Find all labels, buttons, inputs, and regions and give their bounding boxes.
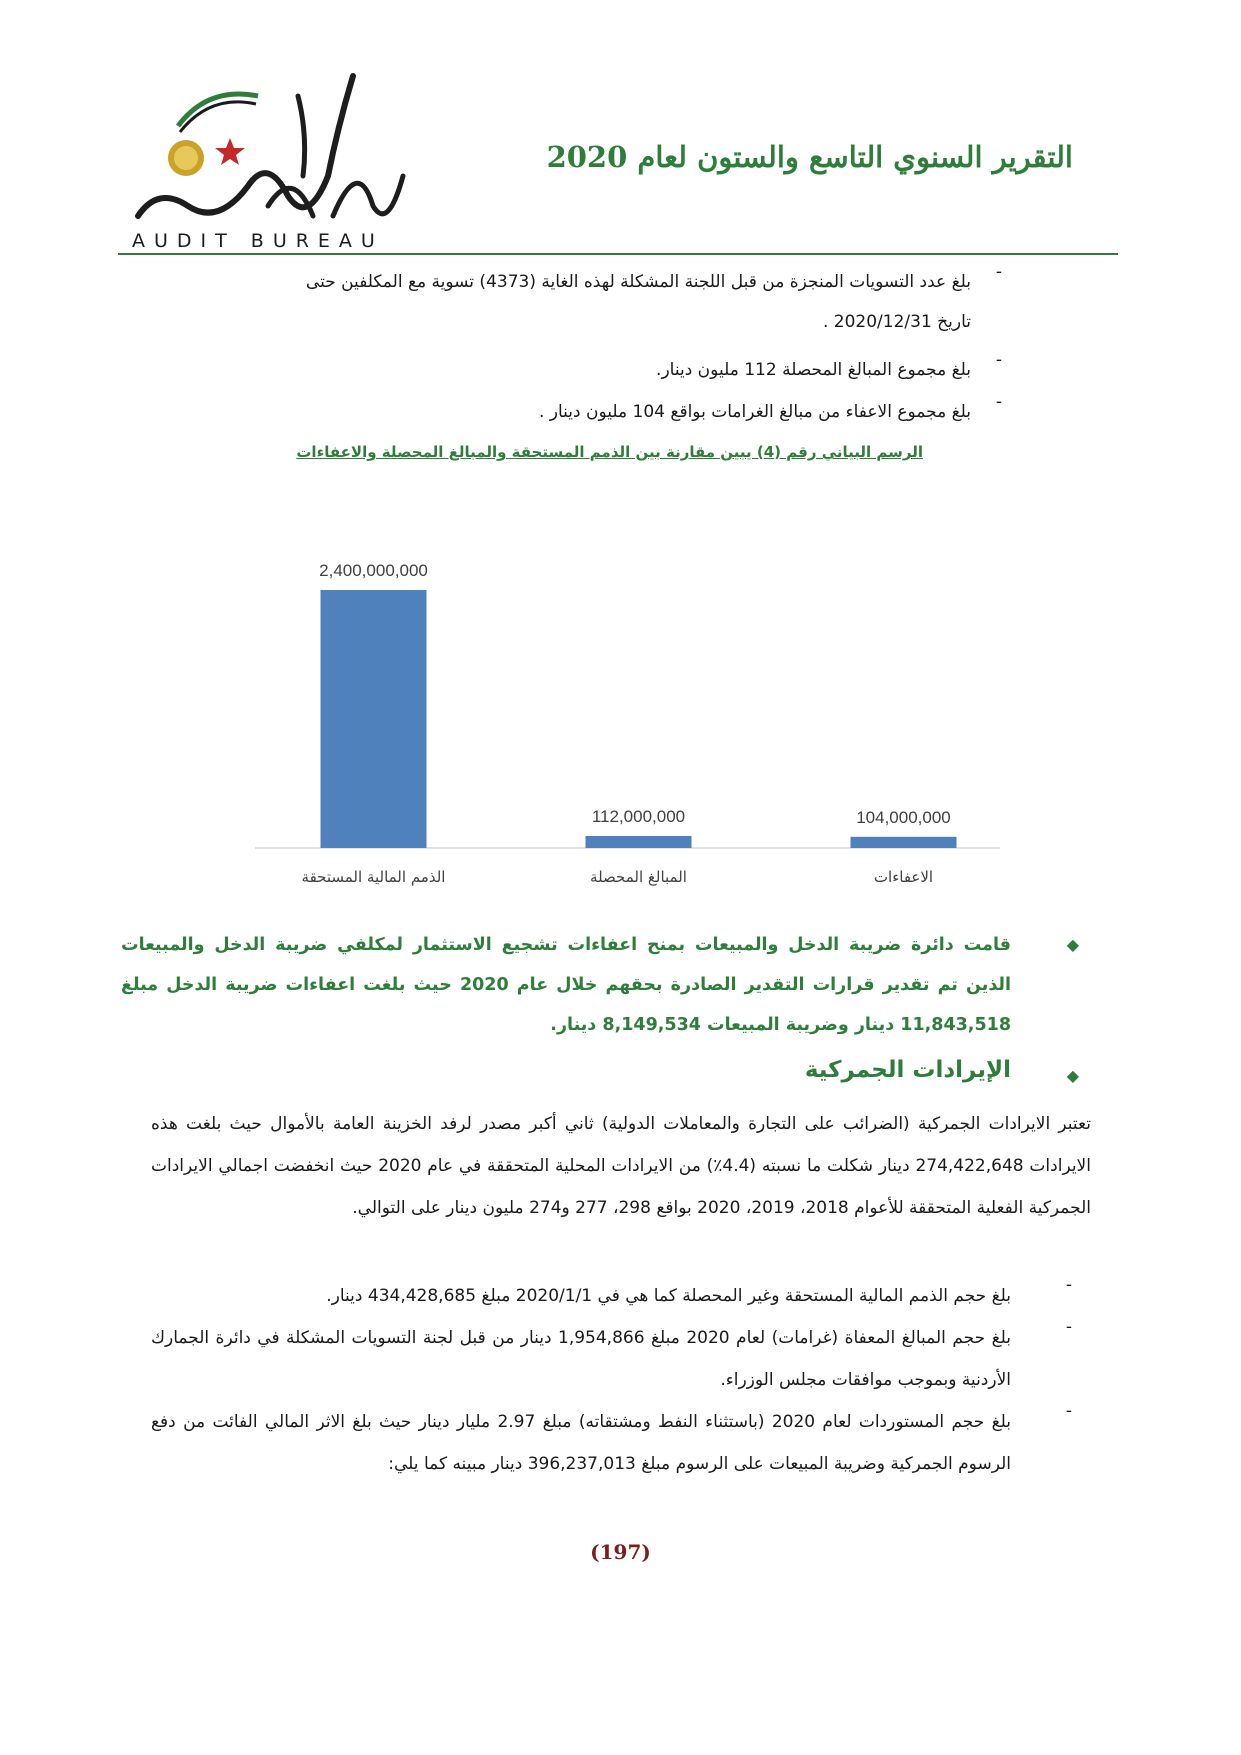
chart-value-label: 112,000,000	[591, 806, 686, 826]
chart-category-label: الاعفاءات	[873, 868, 934, 886]
diamond-bullet-icon: ◆	[1066, 935, 1079, 954]
header-divider	[118, 253, 1118, 255]
dash-marker: -	[995, 350, 1003, 370]
audit-bureau-logo	[118, 66, 418, 252]
chart-category-label: المبالغ المحصلة	[590, 868, 687, 886]
chart-category-label: الذمم المالية المستحقة	[301, 868, 446, 886]
dash-marker: -	[1065, 1317, 1073, 1337]
customs-item-exempted-fines: بلغ حجم المبالغ المعفاة (غرامات) لعام 2020 مبلغ 1,954,866 دينار من قبل لجنة التسويات المشكلة في دائرة الجمارك الأردنية وبموجب موافقات مجلس الوزراء.	[151, 1328, 1011, 1390]
chart-bar	[851, 837, 957, 848]
dash-marker: -	[995, 392, 1003, 412]
logo-emblem-icon	[118, 66, 418, 236]
section-heading-customs: الإيرادات الجمركية	[804, 1057, 1011, 1083]
chart-value-label: 104,000,000	[856, 807, 951, 827]
bullet-settlements-count: بلغ عدد التسويات المنجزة من قبل اللجنة المشكلة لهذه الغاية (4373) تسوية مع المكلفين حتى	[305, 272, 971, 292]
dash-marker: -	[995, 262, 1003, 282]
chart-bar	[321, 590, 427, 848]
logo-tagline: AUDIT BUREAU	[132, 230, 384, 252]
chart-value-label: 2,400,000,000	[319, 561, 428, 580]
chart-bar	[586, 836, 692, 848]
customs-item-receivables: بلغ حجم الذمم المالية المستحقة وغير المحصلة كما هي في 2020/1/1 مبلغ 434,428,685 دينار.	[326, 1286, 1011, 1306]
chart-caption: الرسم البياني رقم (4) يبين مقارنة بين الذمم المستحقة والمبالغ المحصلة والاعفاءات	[296, 443, 923, 461]
report-title: التقرير السنوي التاسع والستون لعام 2020	[546, 140, 1073, 174]
bullet-settlements-date: تاريخ 2020/12/31 .	[822, 312, 971, 332]
customs-revenue-paragraph: تعتبر الايرادات الجمركية (الضرائب على التجارة والمعاملات الدولية) ثاني أكبر مصدر لرفد الخزينة العامة بالأموال حيث بلغت هذه الايرادات 274,422,648 دينار شكلت ما نسبته (4.4٪) من الايرادات المحلية المتحققة في عام 2020 حيث انخفضت اجمالي الايرادات الجمركية الفعلية المتحققة للأعوام 2018، 2019، 2020 بواقع 298، 277 و274 مليون دينار على التوالي.	[151, 1114, 1091, 1218]
page-number: (197)	[590, 1540, 651, 1564]
customs-item-imports: بلغ حجم المستوردات لعام 2020 (باستثناء النفط ومشتقاته) مبلغ 2.97 مليار دينار حيث بلغ الاثر المالي الفائت من دفع الرسوم الجمركية وضريبة المبيعات على الرسوم مبلغ 396,237,013 دينار مبينه كما يلي:	[151, 1412, 1011, 1474]
dash-marker: -	[1065, 1401, 1073, 1421]
dash-marker: -	[1065, 1275, 1073, 1295]
bullet-collected-amount: بلغ مجموع المبالغ المحصلة 112 مليون دينار.	[656, 360, 971, 380]
diamond-bullet-icon: ◆	[1066, 1066, 1079, 1085]
bar-chart	[255, 545, 1015, 895]
investment-exemptions-paragraph: قامت دائرة ضريبة الدخل والمبيعات بمنح اعفاءات تشجيع الاستثمار لمكلفي ضريبة الدخل والمبيعات الذين تم تقدير قرارات التقدير الصادرة بحقهم خلال عام 2020 حيث بلغت اعفاءات ضريبة الدخل مبلغ 11,843,518 دينار وضريبة المبيعات 8,149,534 دينار.	[121, 935, 1012, 1035]
bullet-exemption-amount: بلغ مجموع الاعفاء من مبالغ الغرامات بواقع 104 مليون دينار .	[538, 402, 971, 422]
